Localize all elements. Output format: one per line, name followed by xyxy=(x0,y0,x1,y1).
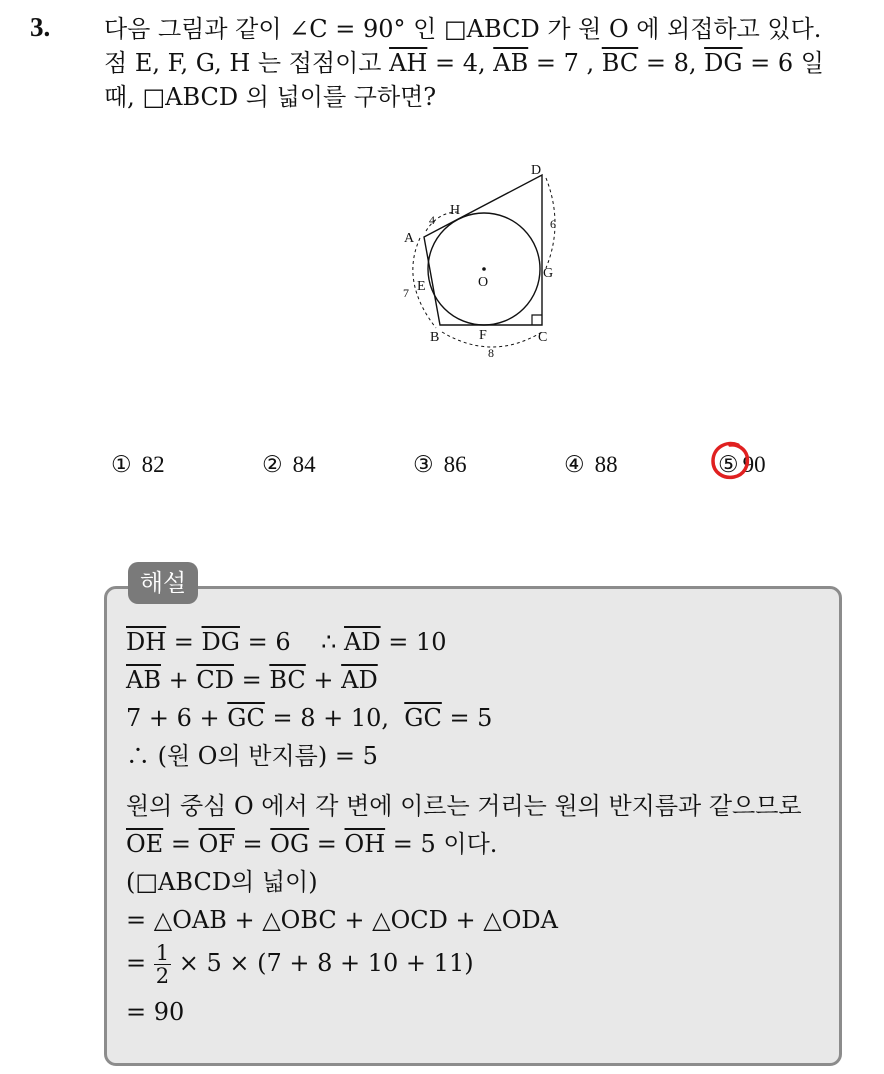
question-number: 3. xyxy=(30,12,51,42)
segment: $\overline{AD}$ xyxy=(344,628,381,656)
choice-3[interactable] xyxy=(413,452,467,478)
label-e: E xyxy=(417,279,426,294)
text-fragment: = 6 ∴ xyxy=(239,628,345,656)
choice-number: ③ xyxy=(413,452,434,477)
choice-number: ① xyxy=(111,452,132,477)
right-angle-mark xyxy=(532,315,542,325)
fraction-numerator: 1 xyxy=(155,941,170,965)
segment: $\overline{AB}$ xyxy=(126,666,161,694)
choice-number: ② xyxy=(262,452,283,477)
segment: $\overline{GC}$ xyxy=(404,704,442,732)
fraction-one-half xyxy=(154,942,171,987)
solution-tag: 해설 xyxy=(128,562,198,604)
geometry-figure xyxy=(396,158,576,368)
choice-4[interactable] xyxy=(564,452,618,478)
segment: $\overline{AD}$ xyxy=(341,666,378,694)
text-fragment: = xyxy=(126,949,154,977)
text-fragment: = xyxy=(233,666,270,694)
solution-line-9 xyxy=(126,942,474,987)
label-b: B xyxy=(430,330,440,345)
text-fragment: = 5 이다. xyxy=(385,830,498,858)
choice-value: 90 xyxy=(742,452,766,477)
segment: $\overline{OE}$ xyxy=(126,830,164,858)
choice-value: 84 xyxy=(292,452,316,477)
choice-value: 86 xyxy=(443,452,467,477)
text-fragment: = 8 + 10, xyxy=(264,704,405,732)
label-f: F xyxy=(479,328,487,343)
fraction-denominator: 2 xyxy=(155,964,170,988)
text-fragment: × 5 × (7 + 8 + 10 + 11) xyxy=(171,949,474,977)
text-fragment: = xyxy=(234,830,271,858)
choice-number: ④ xyxy=(564,452,585,477)
center-dot xyxy=(482,267,486,271)
segment: $\overline{OF}$ xyxy=(198,830,235,858)
length-ab: 7 xyxy=(403,286,409,300)
text-fragment: = xyxy=(163,830,199,858)
text-fragment: = 10 xyxy=(380,628,447,656)
text-fragment: + xyxy=(160,666,197,694)
text-fragment: 7 + 6 + xyxy=(126,704,228,732)
segment: $\overline{DG}$ xyxy=(201,628,240,656)
label-g: G xyxy=(543,266,554,281)
solution-line-4: ∴ (원 O의 반지름) = 5 xyxy=(126,742,378,770)
choice-number: ⑤ xyxy=(718,452,739,477)
solution-line-5: 원의 중심 O 에서 각 변에 이르는 거리는 원의 반지름과 같으므로 xyxy=(126,792,802,820)
segment: $\overline{GC}$ xyxy=(227,704,265,732)
segment-ah: $\overline{AH}$ xyxy=(389,49,428,77)
question-line-2 xyxy=(104,46,864,80)
dashed-arc-bc xyxy=(442,332,542,347)
segment: $\overline{DH}$ xyxy=(126,628,167,656)
choice-value: 88 xyxy=(594,452,618,477)
question-line-3: 때, □ABCD 의 넓이를 구하면? xyxy=(104,83,437,111)
label-h: H xyxy=(450,203,461,218)
choice-2[interactable] xyxy=(262,452,316,478)
text-fragment: + xyxy=(305,666,342,694)
quadrilateral-abcd xyxy=(424,175,542,325)
answer-circle-mark xyxy=(708,438,752,482)
text-fragment: = 4, xyxy=(427,49,494,77)
segment-bc: $\overline{BC}$ xyxy=(601,49,639,77)
label-c: C xyxy=(538,330,548,345)
solution-line-6 xyxy=(126,826,497,862)
segment: $\overline{OH}$ xyxy=(344,830,386,858)
choice-value: 82 xyxy=(141,452,165,477)
length-ah: 4 xyxy=(429,213,435,227)
solution-line-2 xyxy=(126,662,378,698)
text-fragment: = 8, xyxy=(638,49,705,77)
label-o: O xyxy=(478,275,489,290)
segment: $\overline{BC}$ xyxy=(269,666,306,694)
text-fragment: = 7 , xyxy=(528,49,602,77)
question-text xyxy=(104,12,864,114)
solution-line-10: = 90 xyxy=(126,998,185,1026)
text-fragment: = 6 일 xyxy=(742,49,824,77)
solution-line-1 xyxy=(126,624,447,660)
solution-line-3 xyxy=(126,700,492,736)
segment-ab: $\overline{AB}$ xyxy=(493,49,529,77)
segment-dg: $\overline{DG}$ xyxy=(704,49,743,77)
choice-1[interactable] xyxy=(111,452,165,478)
length-dg: 6 xyxy=(550,217,556,231)
solution-line-8: = △OAB + △OBC + △OCD + △ODA xyxy=(126,906,558,934)
text-fragment: = 5 xyxy=(441,704,493,732)
segment: $\overline{OG}$ xyxy=(270,830,310,858)
solution-line-7: (□ABCD의 넓이) xyxy=(126,868,318,896)
text-fragment: = xyxy=(309,830,345,858)
text-fragment: = xyxy=(166,628,202,656)
length-bc: 8 xyxy=(488,346,494,360)
question-line-1: 다음 그림과 같이 ∠C = 90° 인 □ABCD 가 원 O 에 외접하고 있다. xyxy=(104,15,822,43)
label-a: A xyxy=(404,231,415,246)
text-fragment: 점 E, F, G, H 는 접점이고 xyxy=(104,49,390,77)
label-d: D xyxy=(531,163,542,178)
segment: $\overline{CD}$ xyxy=(196,666,234,694)
